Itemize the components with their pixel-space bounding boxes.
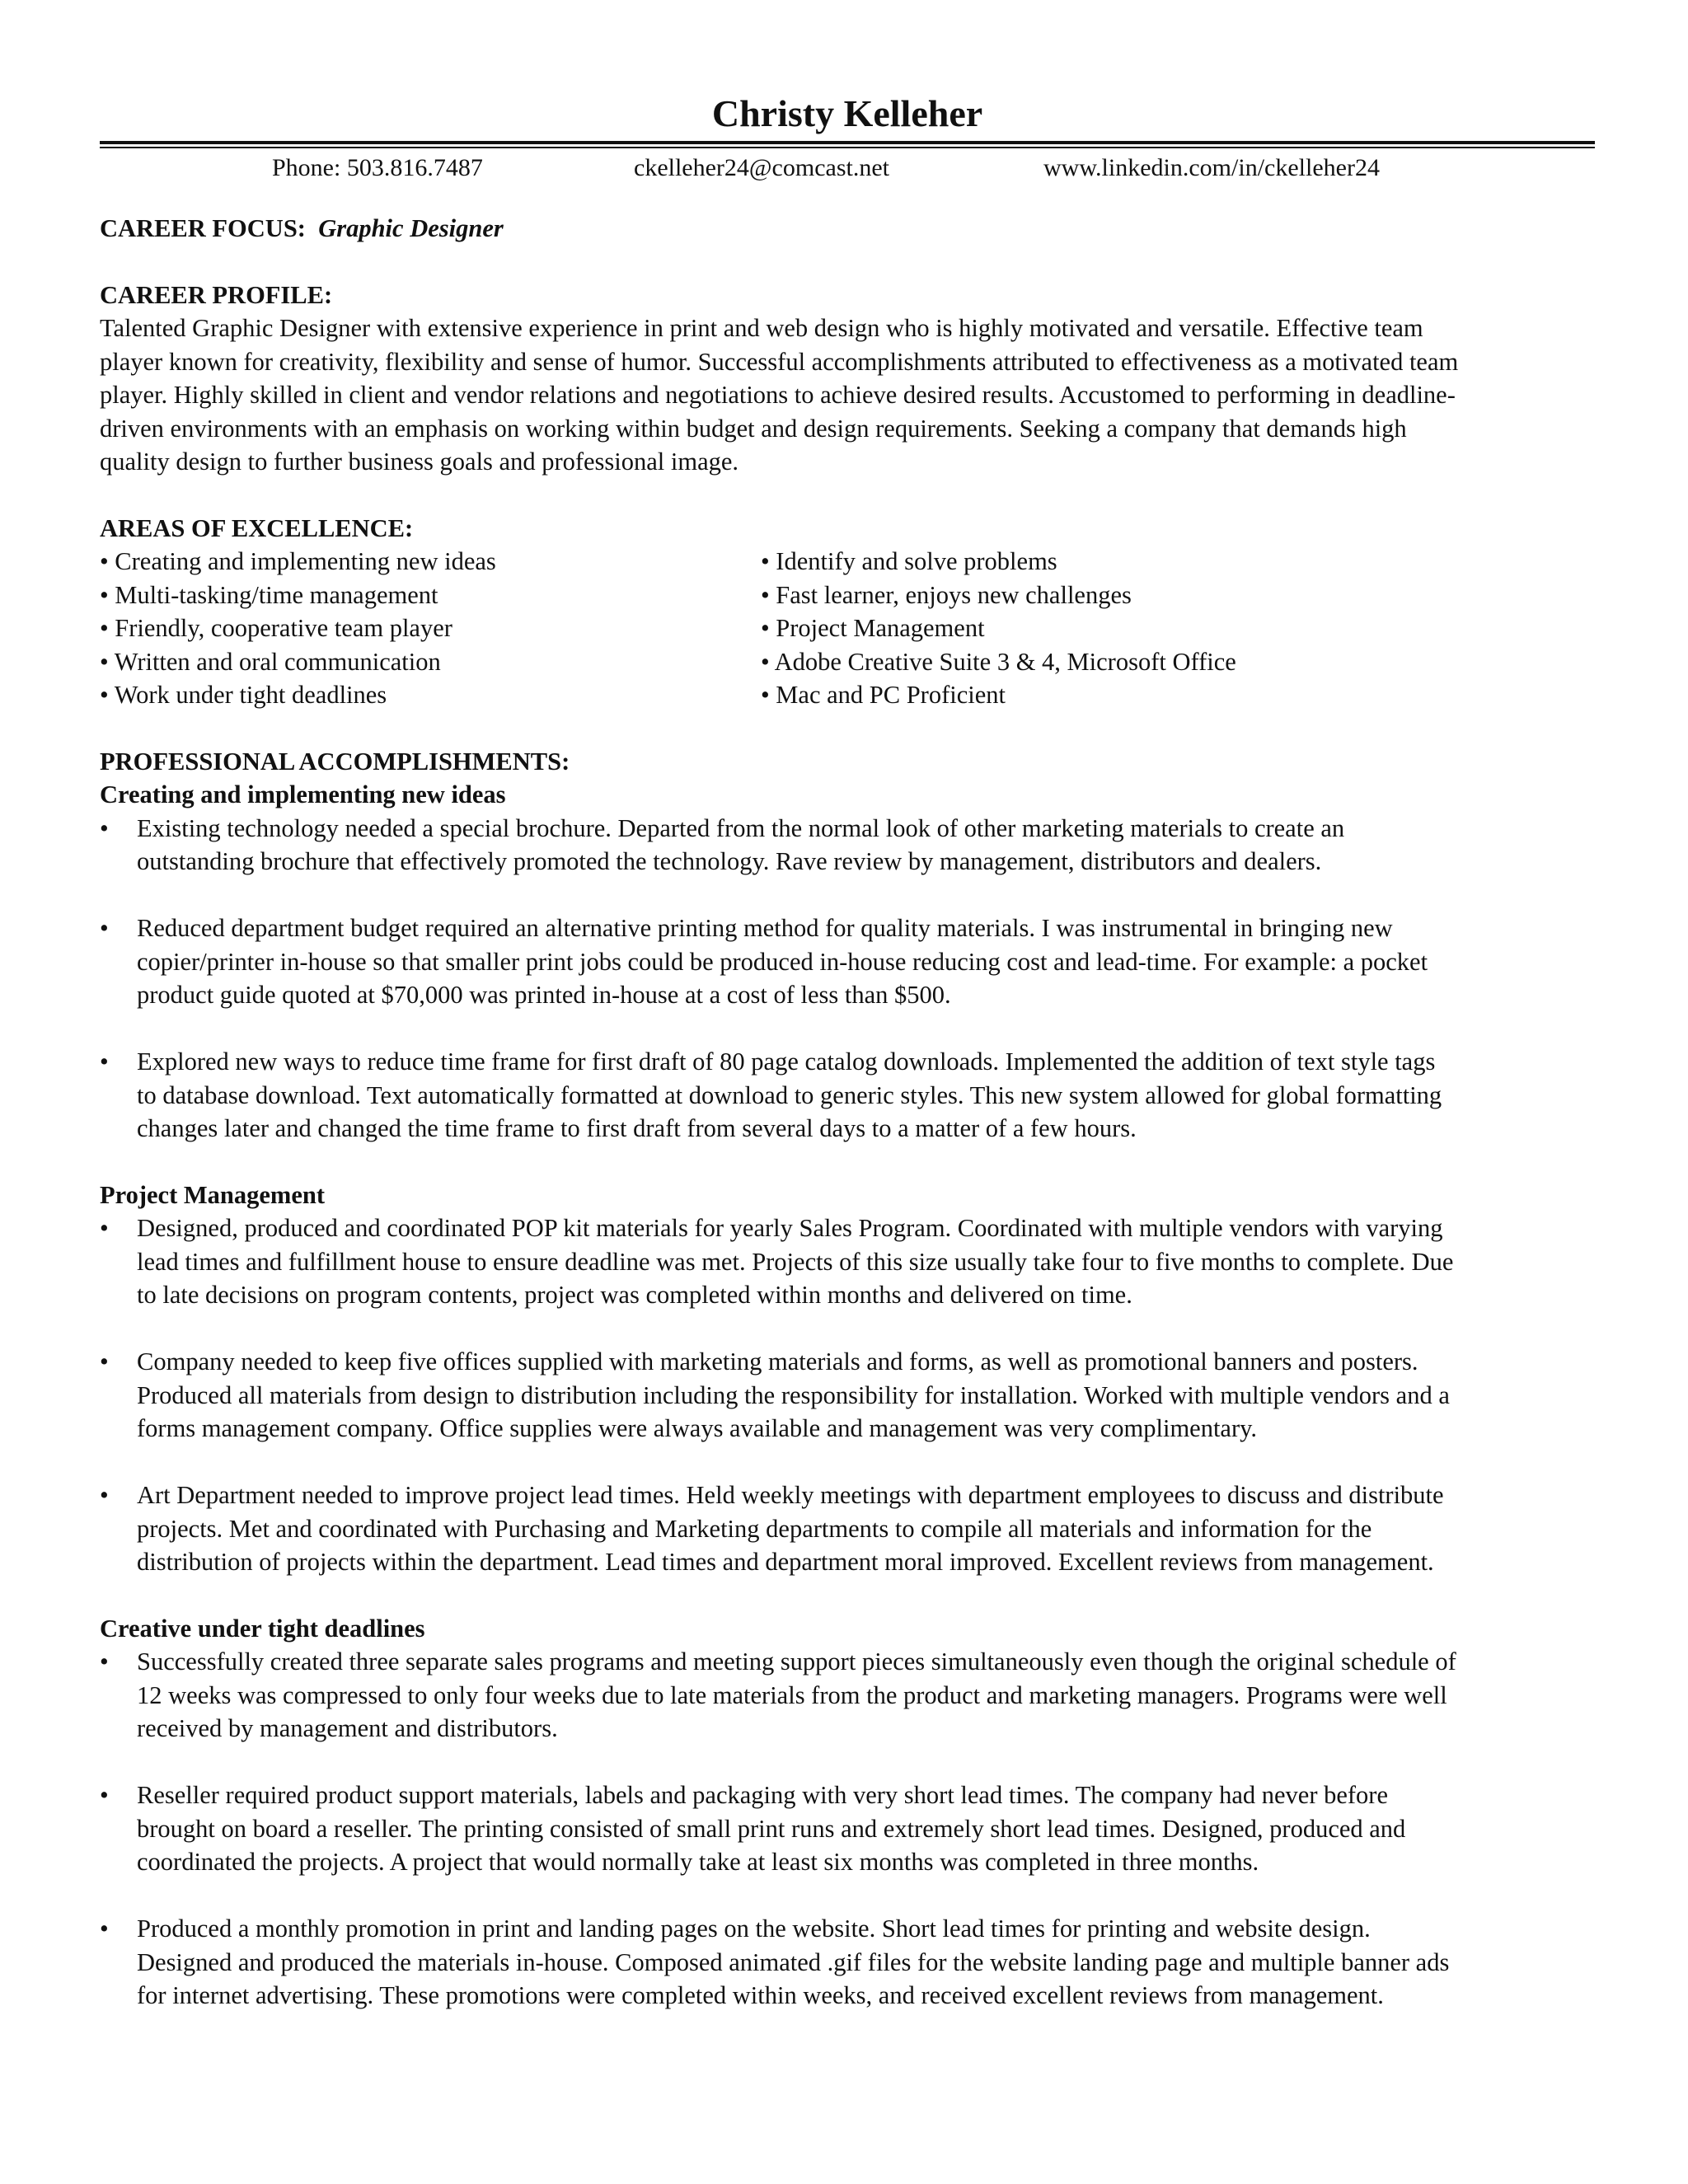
- bullet-line: to late decisions on program contents, project was completed within months and delivered on time.: [137, 1281, 1132, 1309]
- accomplishment-bullet: [100, 1045, 1595, 1146]
- bullet-line: Produced all materials from design to distribution including the responsibility for installation. Worked with multiple vendors and a: [137, 1380, 1450, 1409]
- career-focus: [100, 212, 1595, 246]
- accomplishment-bullet: [100, 1479, 1595, 1579]
- career-profile-text: [100, 312, 1595, 479]
- bullet-line: brought on board a reseller. The printing consisted of small print runs and extremely short lead times. Designed, produced and: [137, 1814, 1406, 1843]
- bullet-line: Explored new ways to reduce time frame for first draft of 80 page catalog downloads. Implemented the addition of text style tags: [137, 1047, 1436, 1076]
- bullet-line: coordinated the projects. A project that would normally take at least six months was completed in three months.: [137, 1848, 1259, 1876]
- accomplishment-group: [100, 1645, 1595, 2013]
- candidate-name: Christy Kelleher: [711, 92, 983, 134]
- bullet-line: received by management and distributors.: [137, 1714, 558, 1742]
- bullet-line: product guide quoted at $70,000 was printed in-house at a cost of less than $500.: [137, 981, 951, 1009]
- bullet-line: copier/printer in-house so that smaller print jobs could be produced in-house reducing cost and lead-time. For example: a pocket: [137, 947, 1428, 976]
- bullet-line: to database download. Text automatically formatted at download to generic styles. This new system allowed for global formatting: [137, 1080, 1442, 1109]
- areas-of-excellence-heading: AREAS OF EXCELLENCE:: [100, 513, 414, 542]
- header-rule-thick: [100, 141, 1595, 144]
- bullet-line: forms management company. Office supplies were always available and management was very complimentary.: [137, 1414, 1258, 1442]
- bullet-line: Successfully created three separate sales programs and meeting support pieces simultaneously even though the original schedule of: [137, 1647, 1456, 1675]
- accomplishment-group-title: Creative under tight deadlines: [100, 1614, 425, 1643]
- bullet-line: lead times and fulfillment house to ensure deadline was met. Projects of this size usually take four to five months to complete. Due: [137, 1247, 1454, 1276]
- bullet-line: changes later and changed the time frame to first draft from several days to a matter of a few hours.: [137, 1114, 1137, 1142]
- excellence-item: • Friendly, cooperative team player: [100, 614, 452, 642]
- email-address: ckelleher24@comcast.net: [634, 154, 889, 181]
- bullet-dot: •: [100, 1647, 109, 1675]
- excellence-item: • Written and oral communication: [100, 647, 441, 676]
- bullet-line: for internet advertising. These promotions were completed within weeks, and received excellent reviews from management.: [137, 1981, 1384, 2009]
- bullet-line: Existing technology needed a special brochure. Departed from the normal look of other marketing materials to create an: [137, 813, 1345, 842]
- bullet-line: Designed and produced the materials in-house. Composed animated .gif files for the website landing page and multiple banner ads: [137, 1947, 1450, 1976]
- excellence-item: • Identify and solve problems: [761, 547, 1057, 575]
- excellence-item: • Creating and implementing new ideas: [100, 547, 496, 575]
- accomplishment-bullet: [100, 1345, 1595, 1446]
- bullet-dot: •: [100, 914, 109, 942]
- bullet-line: Company needed to keep five offices supplied with marketing materials and forms, as well as promotional banners and posters.: [137, 1347, 1418, 1376]
- accomplishment-group: [100, 812, 1595, 1146]
- bullet-line: Designed, produced and coordinated POP kit materials for yearly Sales Program. Coordinated with multiple vendors with varying: [137, 1214, 1443, 1242]
- accomplishment-bullet: [100, 1912, 1595, 2013]
- bullet-dot: •: [100, 1214, 109, 1242]
- career-focus-label: CAREER FOCUS:: [100, 214, 306, 242]
- resume-content: [100, 89, 1595, 2013]
- bullet-line: outstanding brochure that effectively promoted the technology. Rave review by management, distributors and dealers.: [137, 847, 1322, 875]
- bullet-dot: •: [100, 1481, 109, 1509]
- accomplishment-bullet: [100, 812, 1595, 879]
- accomplishment-group-title: Project Management: [100, 1180, 325, 1209]
- accomplishment-group-title: Creating and implementing new ideas: [100, 780, 506, 808]
- excellence-item: • Mac and PC Proficient: [761, 681, 1006, 709]
- accomplishments-section: [100, 745, 1595, 2013]
- bullet-line: 12 weeks was compressed to only four weeks due to late materials from the product and marketing managers. Programs were well: [137, 1680, 1447, 1709]
- accomplishment-group: [100, 1212, 1595, 1579]
- bullet-line: distribution of projects within the department. Lead times and department moral improved. Excellent reviews from management.: [137, 1548, 1434, 1576]
- linkedin-url: www.linkedin.com/in/ckelleher24: [1043, 154, 1380, 181]
- bullet-dot: •: [100, 1347, 109, 1376]
- bullet-line: Art Department needed to improve project lead times. Held weekly meetings with department employees to discuss and distribute: [137, 1481, 1444, 1509]
- profile-line: player known for creativity, flexibility and sense of humor. Successful accomplishments attributed to effectiveness as a motivated team: [100, 347, 1459, 376]
- phone-number: Phone: 503.816.7487: [272, 154, 483, 181]
- bullet-dot: •: [100, 1047, 109, 1076]
- bullet-line: Reduced department budget required an alternative printing method for quality materials. I was instrumental in bringing new: [137, 914, 1393, 942]
- excellence-item: • Work under tight deadlines: [100, 681, 387, 709]
- accomplishment-bullet: [100, 912, 1595, 1012]
- accomplishment-bullet: [100, 1779, 1595, 1879]
- bullet-dot: •: [100, 1915, 109, 1943]
- profile-line: player. Highly skilled in client and vendor relations and negotiations to achieve desired results. Accustomed to performing in deadline-: [100, 381, 1456, 409]
- bullet-line: Produced a monthly promotion in print and landing pages on the website. Short lead times for printing and website design.: [137, 1915, 1371, 1943]
- excellence-item: • Fast learner, enjoys new challenges: [761, 580, 1132, 609]
- contact-line: [100, 148, 1595, 188]
- profile-line: driven environments with an emphasis on working within budget and design requirements. Seeking a company that demands high: [100, 414, 1407, 443]
- excellence-item: • Multi-tasking/time management: [100, 580, 438, 609]
- excellence-list: [100, 545, 1595, 712]
- areas-of-excellence-section: [100, 512, 1595, 712]
- accomplishment-bullet: [100, 1645, 1595, 1746]
- career-focus-value: Graphic Designer: [318, 214, 504, 242]
- bullet-line: Reseller required product support materials, labels and packaging with very short lead times. The company had never before: [137, 1781, 1389, 1809]
- career-profile-heading: CAREER PROFILE:: [100, 280, 333, 309]
- accomplishments-heading: PROFESSIONAL ACCOMPLISHMENTS:: [100, 747, 570, 776]
- excellence-item: • Project Management: [761, 614, 985, 642]
- bullet-dot: •: [100, 813, 109, 842]
- bullet-line: projects. Met and coordinated with Purchasing and Marketing departments to compile all materials and information for the: [137, 1514, 1372, 1543]
- career-profile-section: [100, 279, 1595, 479]
- accomplishment-bullet: [100, 1212, 1595, 1312]
- bullet-dot: •: [100, 1781, 109, 1809]
- profile-line: Talented Graphic Designer with extensive experience in print and web design who is highly motivated and versatile. Effective team: [100, 314, 1423, 342]
- excellence-item: • Adobe Creative Suite 3 & 4, Microsoft Office: [761, 647, 1236, 676]
- profile-line: quality design to further business goals and professional image.: [100, 448, 739, 476]
